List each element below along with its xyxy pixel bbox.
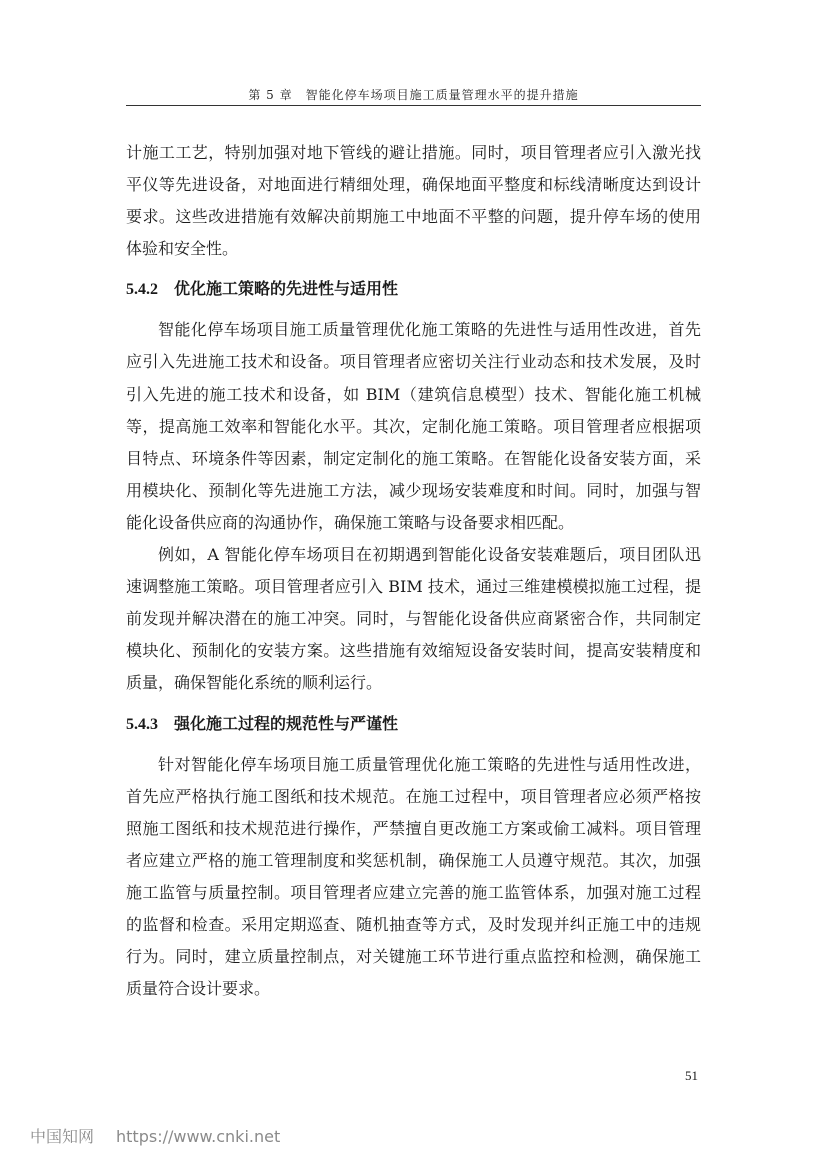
page-number: 51	[685, 1068, 698, 1083]
section-title: 优化施工策略的先进性与适用性	[174, 279, 399, 299]
section-number: 5.4.3	[126, 715, 158, 733]
section-title: 强化施工过程的规范性与严谨性	[174, 713, 399, 733]
cnki-watermark	[30, 1124, 280, 1147]
paragraph: 例如，A 智能化停车场项目在初期遇到智能化设备安装难题后，项目团队迅速调整施工策略。项目管理者应引入 BIM 技术，通过三维建模模拟施工过程，提前发现并解决潜在的施工冲突。同时，与智能化设备供应商紧密合作，共同制定模块化、预制化的安装方案。这些措施有效缩短设备安装时间，提高安装精度和质量，确保智能化系统的顺利运行。	[126, 545, 701, 693]
section-heading-5-4-3	[126, 700, 701, 749]
watermark-url[interactable]: https://www.cnki.net	[116, 1127, 281, 1146]
paragraph: 智能化停车场项目施工质量管理优化施工策略的先进性与适用性改进，首先应引入先进施工技术和设备。项目管理者应密切关注行业动态和技术发展，及时引入先进的施工技术和设备，如 BIM（建筑信息模型）技术、智能化施工机械等，提高施工效率和智能化水平。其次，定制化施工策略。项目管理者应根据项目特点、环境条件等因素，制定定制化的施工策略。在智能化设备安装方面，采用模块化、预制化等先进施工方法，减少现场安装难度和时间。同时，加强与智能化设备供应商的沟通协作，确保施工策略与设备要求相匹配。	[126, 320, 701, 532]
header-rule	[126, 105, 701, 106]
paragraph-continuation: 计施工工艺，特别加强对地下管线的避让措施。同时，项目管理者应引入激光找平仪等先进设备，对地面进行精细处理，确保地面平整度和标线清晰度达到设计要求。这些改进措施有效解决前期施工中地面不平整的问题，提升停车场的使用体验和安全性。	[126, 143, 701, 259]
section-number: 5.4.2	[126, 281, 158, 299]
running-header: 第 5 章 智能化停车场项目施工质量管理水平的提升措施	[248, 88, 579, 102]
section-heading-5-4-2	[126, 265, 701, 314]
watermark-logo: 中国知网	[30, 1127, 95, 1146]
paragraph: 针对智能化停车场项目施工质量管理优化施工策略的先进性与适用性改进，首先应严格执行施工图纸和技术规范。在施工过程中，项目管理者应必须严格按照施工图纸和技术规范进行操作，严禁擅自更改施工方案或偷工减料。项目管理者应建立严格的施工管理制度和奖惩机制，确保施工人员遵守规范。其次，加强施工监管与质量控制。项目管理者应建立完善的施工监管体系，加强对施工过程的监督和检查。采用定期巡查、随机抽查等方式，及时发现并纠正施工中的违规行为。同时，建立质量控制点，对关键施工环节进行重点监控和检测，确保施工质量符合设计要求。	[126, 754, 701, 999]
page-body	[126, 137, 701, 1005]
